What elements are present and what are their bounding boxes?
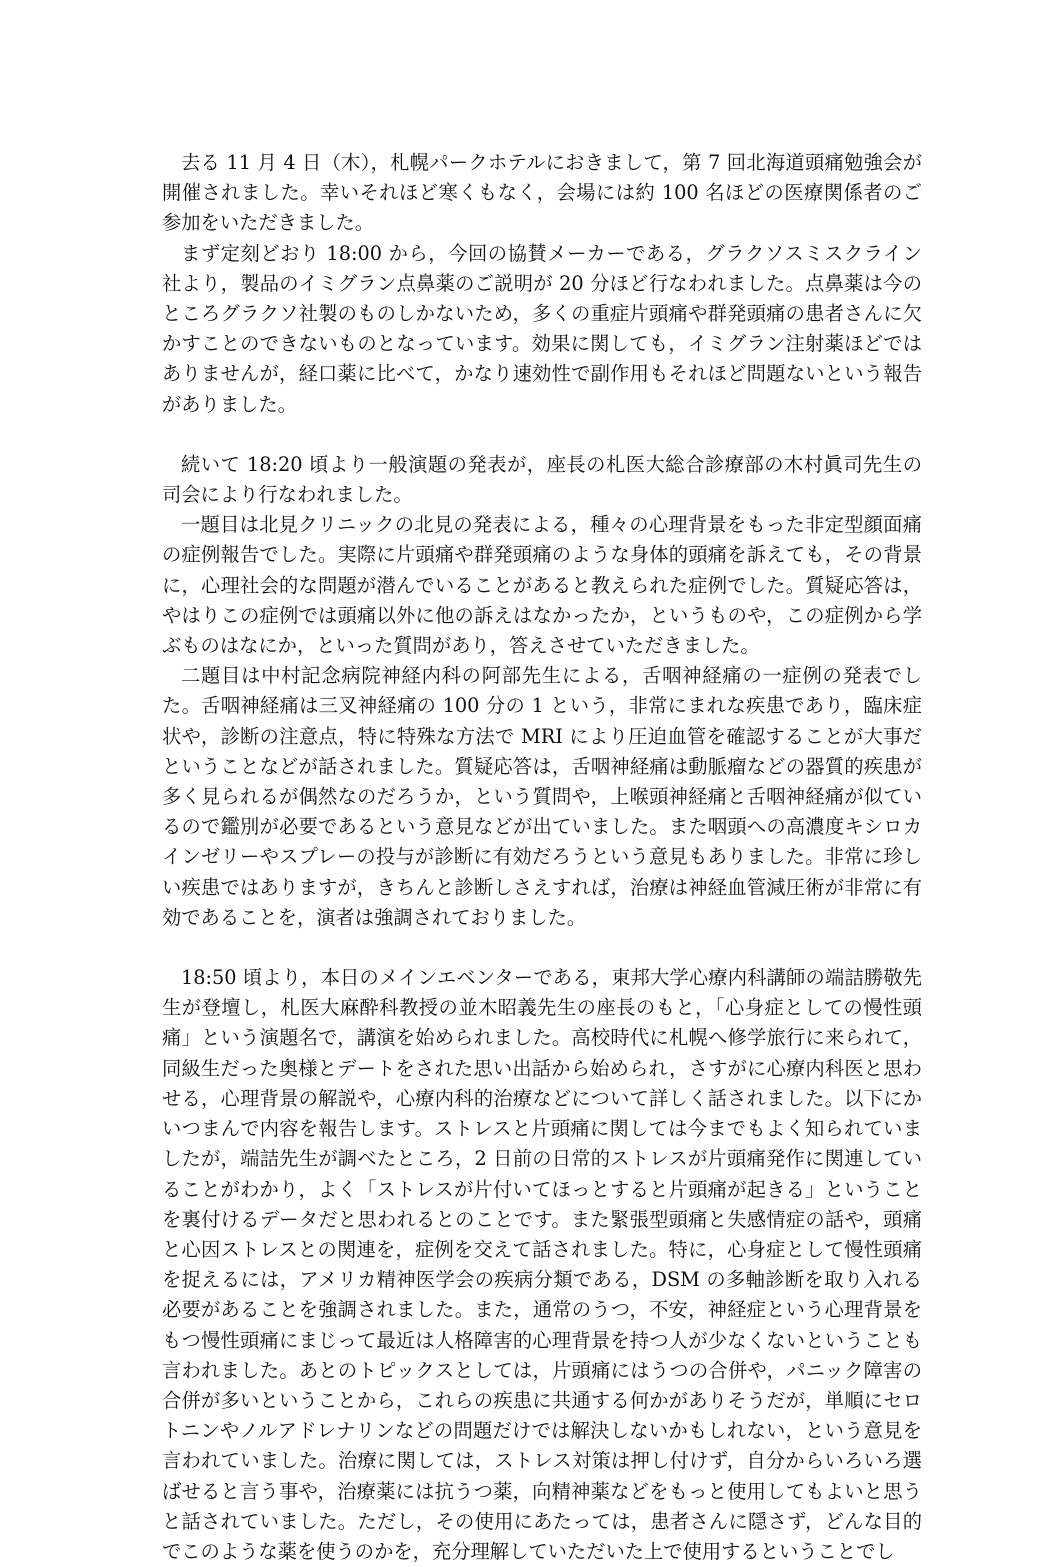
paragraph-second-presentation: 二題目は中村記念病院神経内科の阿部先生による，舌咽神経痛の一症例の発表でした。舌咽神経痛は三叉神経痛の 100 分の 1 という，非常にまれな疾患であり，臨床症状や，診断の注意点，特に特殊な方法で MRI により圧迫血管を確認することが大事だということなどが話されました。質疑応答は，舌咽神経痛は動脈瘤などの器質的疾患が多く見られるが偶然なのだろうか，という質問や，上喉頭神経痛と舌咽神経痛が似ているので鑑別が必要であるという意見などが出ていました。また咽頭への高濃度キシロカインゼリーやスプレーの投与が診断に有効だろうという意見もありました。非常に珍しい疾患ではありますが，きちんと診断しさえすれば，治療は神経血管減圧術が非常に有効であることを，演者は強調されておりました。 xyxy=(162,664,922,929)
paragraph-sponsor-talk: まず定刻どおり 18:00 から，今回の協賛メーカーである，グラクソスミスクライン社より，製品のイミグラン点鼻薬のご説明が 20 分ほど行なわれました。点鼻薬は今のところグラクソ社製のものしかないため，多くの重症片頭痛や群発頭痛の患者さんに欠かすことのできないものとなっています。効果に関しても，イミグラン注射薬ほどではありませんが，経口薬に比べて，かなり速効性で副作用もそれほど問題ないという報告がありました。 xyxy=(162,241,922,416)
paragraph-general-session: 続いて 18:20 頃より一般演題の発表が，座長の札医大総合診療部の木村眞司先生の司会により行なわれました。 xyxy=(162,452,922,507)
paragraph-main-lecture: 18:50 頃より，本日のメインエベンターである，東邦大学心療内科講師の端詰勝敬先生が登壇し，札医大麻酔科教授の並木昭義先生の座長のもと，「心身症としての慢性頭痛」という演題名で，講演を始められました。高校時代に札幌へ修学旅行に来られて，同級生だった奥様とデートをされた思い出話から始められ，さすがに心療内科医と思わせる，心理背景の解説や，心療内科的治療などについて詳しく話されました。以下にかいつまんで内容を報告します。ストレスと片頭痛に関しては今までもよく知られていましたが，端詰先生が調べたところ，2 日前の日常的ストレスが片頭痛発作に関連していることがわかり，よく「ストレスが片付いてほっとすると片頭痛が起きる」ということを裏付けるデータだと思われるとのことです。また緊張型頭痛と失感情症の話や，頭痛と心因ストレスとの関連を，症例を交えて話されました。特に，心身症として慢性頭痛を捉えるには，アメリカ精神医学会の疾病分類である，DSM の多軸診断を取り入れる必要があることを強調されました。また，通常のうつ，不安，神経症という心理背景をもつ慢性頭痛にまじって最近は人格障害的心理背景を持つ人が少なくないということも言われました。あとのトピックスとしては，片頭痛にはうつの合併や，パニック障害の合併が多いということから，これらの疾患に共通する何かがありそうだが，単順にセロトニンやノルアドレナリンなどの問題だけでは解決しないかもしれない，という意見を言われていました。治療に関しては，ストレス対策は押し付けず，自分からいろいろ選ばせると言う事や，治療薬には抗うつ薬，向精神薬などをもっと使用してもよいと思うと話されていました。ただし，その使用にあたっては，患者さんに隠さず，どんな目的でこのような薬を使うのかを，充分理解していただいた上で使用するということでし xyxy=(162,966,922,1563)
document-page xyxy=(162,148,922,1567)
paragraph-gap xyxy=(162,933,922,963)
paragraph-first-presentation: 一題目は北見クリニックの北見の発表による，種々の心理背景をもった非定型顔面痛の症例報告でした。実際に片頭痛や群発頭痛のような身体的頭痛を訴えても，その背景に，心理社会的な問題が潜んでいることがあると教えられた症例でした。質疑応答は，やはりこの症例では頭痛以外に他の訴えはなかったか，というものや，この症例から学ぶものはなにか，といった質問があり，答えさせていただきました。 xyxy=(162,513,922,658)
paragraph-meeting-intro: 去る 11 月 4 日（木），札幌パークホテルにおきまして，第 7 回北海道頭痛勉強会が開催されました。幸いそれほど寒くもなく，会場には約 100 名ほどの医療関係者のご参加をいただきました。 xyxy=(162,151,922,235)
paragraph-gap xyxy=(162,420,922,450)
